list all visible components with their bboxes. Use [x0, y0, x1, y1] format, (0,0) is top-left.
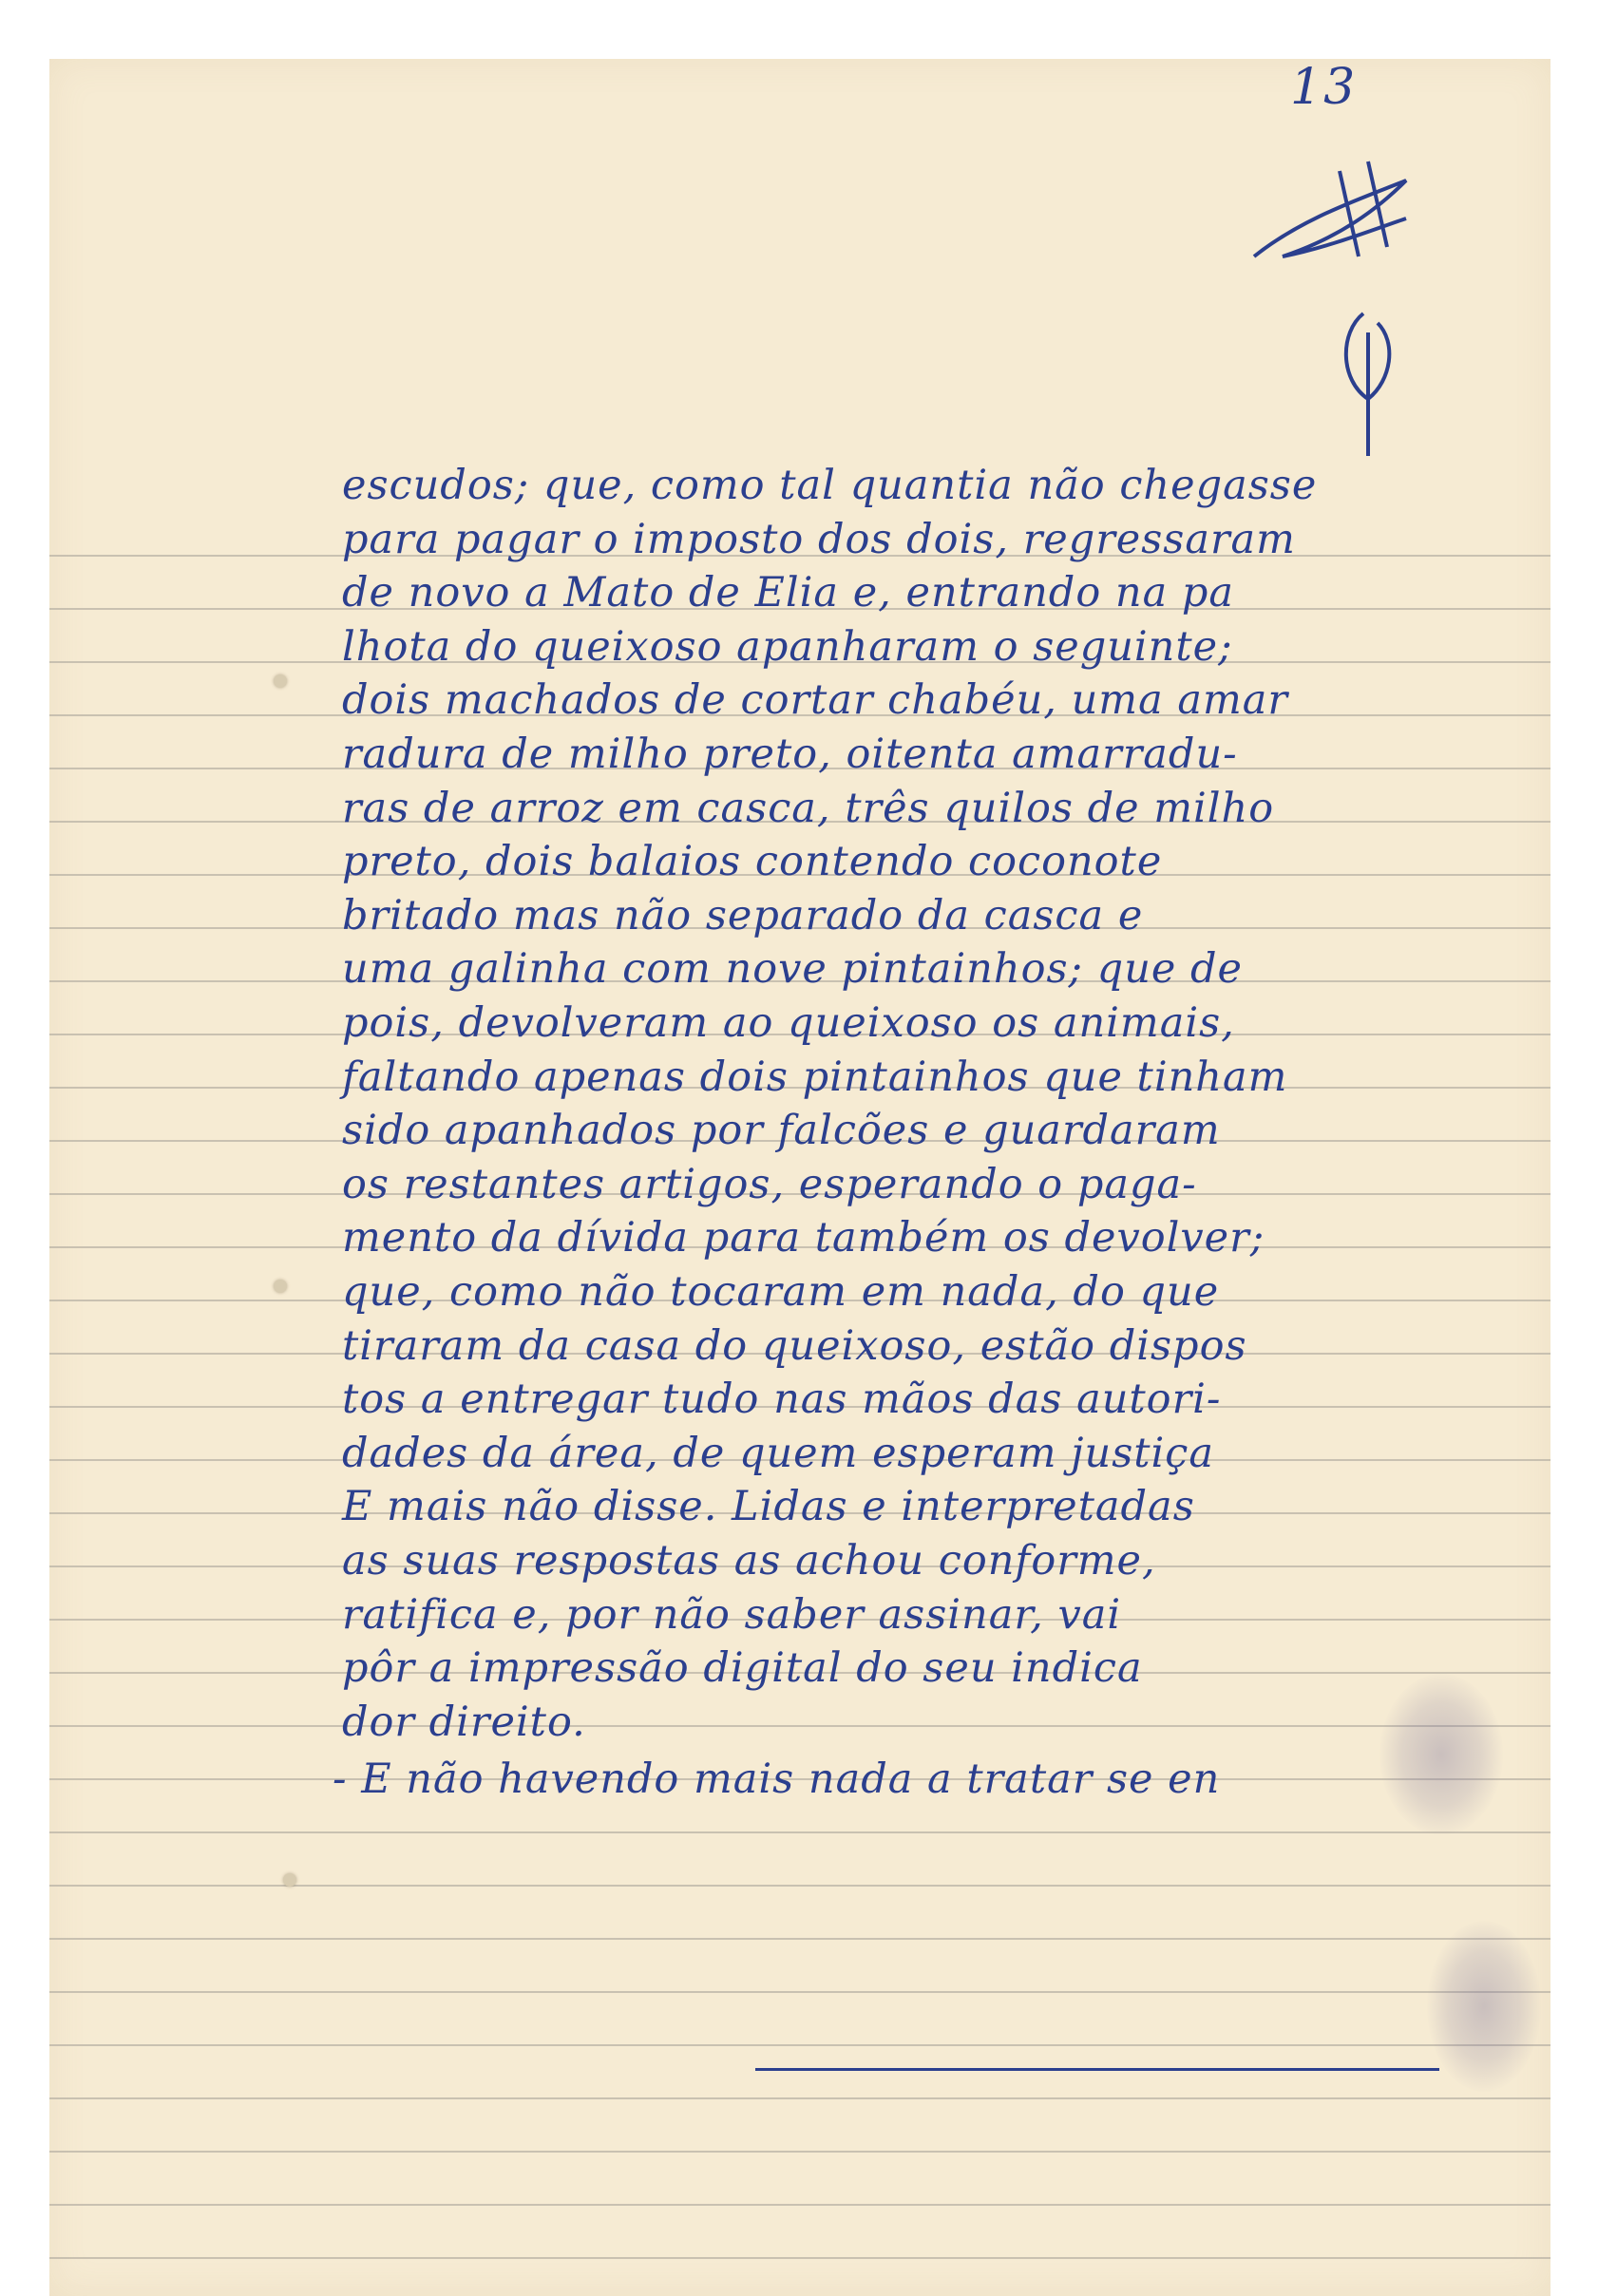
handwritten-line: dois machados de cortar chabéu, uma amar — [342, 676, 1288, 725]
handwritten-line: britado mas não separado da casca e — [342, 891, 1144, 939]
handwritten-line: sido apanhados por falcões e guardaram — [342, 1107, 1221, 1155]
ruled-line — [49, 2257, 1550, 2259]
handwritten-line: E mais não disse. Lidas e interpretadas — [342, 1483, 1195, 1531]
ruled-line — [49, 1991, 1550, 1993]
handwritten-line: faltando apenas dois pintainhos que tinham — [342, 1053, 1288, 1101]
handwritten-line: tos a entregar tudo nas mãos das autori- — [342, 1376, 1222, 1424]
handwritten-line: pois, devolveram ao queixoso os animais, — [342, 999, 1235, 1047]
handwritten-line: - E não havendo mais nada a tratar se en — [333, 1755, 1221, 1804]
handwritten-line: as suas respostas as achou conforme, — [342, 1537, 1156, 1584]
handwritten-line: preto, dois balaios contendo coconote — [342, 838, 1163, 886]
ruled-line — [49, 2044, 1550, 2046]
handwritten-line: escudos; que, como tal quantia não chegasse — [342, 462, 1318, 509]
punch-hole-middle — [274, 1280, 287, 1293]
handwritten-line: uma galinha com nove pintainhos; que de — [342, 945, 1243, 994]
ruled-line — [49, 1831, 1550, 1833]
ruled-line — [49, 1938, 1550, 1940]
handwritten-line: de novo a Mato de Elia e, entrando na pa — [342, 569, 1235, 617]
page-number: 13 — [1290, 59, 1358, 116]
handwritten-line: dor direito. — [342, 1698, 586, 1746]
thumbprint-lower — [1427, 1921, 1541, 2092]
thumbprint-upper — [1379, 1674, 1503, 1835]
handwritten-line: os restantes artigos, esperando o paga- — [342, 1160, 1197, 1208]
ruled-line — [49, 1885, 1550, 1887]
handwritten-line: ras de arroz em casca, três quilos de milho — [342, 784, 1275, 832]
rubric-signature — [1226, 114, 1473, 475]
handwritten-line: para pagar o imposto dos dois, regressaram — [342, 515, 1296, 563]
ruled-line — [49, 1725, 1550, 1727]
closing-fill-line — [755, 2068, 1439, 2071]
punch-hole-top — [274, 674, 287, 688]
handwritten-line: que, como não tocaram em nada, do que — [342, 1268, 1220, 1316]
ruled-line — [49, 2151, 1550, 2153]
ruled-line — [49, 2204, 1550, 2206]
handwritten-line: pôr a impressão digital do seu indica — [342, 1644, 1143, 1693]
handwritten-line: lhota do queixoso apanharam o seguinte; — [342, 622, 1233, 671]
handwritten-line: radura de milho preto, oitenta amarradu- — [342, 731, 1238, 778]
ruled-line — [49, 2097, 1550, 2099]
handwritten-line: mento da dívida para também os devolver; — [342, 1214, 1265, 1262]
handwritten-line: tiraram da casa do queixoso, estão dispos — [342, 1321, 1247, 1370]
punch-hole-bottom — [283, 1873, 296, 1887]
handwritten-line: ratifica e, por não saber assinar, vai — [342, 1590, 1122, 1639]
handwritten-line: dades da área, de quem esperam justiça — [342, 1429, 1215, 1477]
